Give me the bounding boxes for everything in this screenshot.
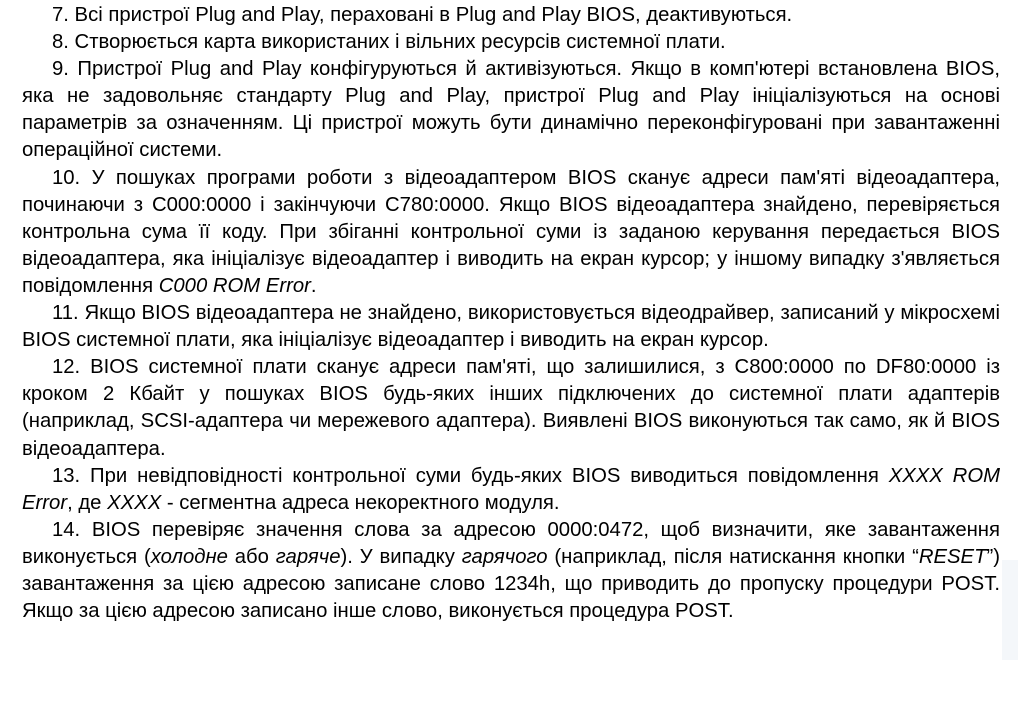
- paragraph-9-text: 9. Пристрої Plug and Play конфігуруються й активізуються. Якщо в комп'ютері встановлена BIOS, яка не задовольняє стандарту Plug and Play, пристрої Plug and Play ініціалізуються на основі параметрів за означенням. Ці пристрої можуть бути динамічно переконфігуровані при завантаженні операційної системи.: [22, 58, 1000, 162]
- paragraph-11-text: 11. Якщо BIOS відеоадаптера не знайдено, використовується відеодрайвер, записаний у мікросхемі BIOS системної плати, яка ініціалізує відеоадаптер і виводить на екран курсор.: [22, 302, 1000, 352]
- segment-placeholder: XXXX: [107, 491, 162, 514]
- paragraph-14-text-1: 14. BIOS перевіряє значення слова за адресою 0000:0472, щоб визначити, яке завантаження виконується (: [22, 518, 1000, 568]
- error-message-xxxx: XXXX ROM Error: [22, 464, 1000, 514]
- hot-boot-term-genitive: гарячого: [461, 545, 548, 568]
- cold-boot-term: холодне: [150, 545, 228, 568]
- paragraph-13-text: 13. При невідповідності контрольної суми будь-яких BIOS виводиться повідомлення: [52, 464, 889, 487]
- paragraph-12-text: 12. BIOS системної плати сканує адреси пам'яті, що залишилися, з C800:0000 по DF80:0000 із кроком 2 Кбайт у пошуках BIOS будь-яких інших підключених до системної плати адаптерів (наприклад, SCSI-адаптера чи мережевого адаптера). Виявлені BIOS виконуються так само, як й BIOS відеоадаптера.: [22, 356, 1000, 460]
- paragraph-14-text-5: ”) завантаження за цією адресою записане слово 1234h, що приводить до пропуску процедури POST. Якщо за цією адресою записано інше слово, виконується процедура POST.: [22, 545, 1000, 623]
- paragraph-13-middle: , де: [67, 491, 108, 514]
- paragraph-14-text-4: (наприклад, після натискання кнопки “: [547, 545, 919, 568]
- paragraph-14-text-3: ). У випадку: [340, 545, 462, 568]
- paragraph-14-text-2: або: [227, 545, 276, 568]
- paragraph-8-text: 8. Створюється карта використаних і вільних ресурсів системної плати.: [52, 31, 726, 54]
- paragraph-12: [22, 354, 1000, 462]
- paragraph-8: [22, 29, 1000, 56]
- paragraph-13-end: - сегментна адреса некоректного модуля.: [161, 491, 560, 514]
- reset-button-term: RESET: [918, 545, 987, 568]
- paragraph-13: [22, 463, 1000, 517]
- paragraph-10: [22, 165, 1000, 300]
- paragraph-9: [22, 56, 1000, 164]
- paragraph-10-text: 10. У пошуках програми роботи з відеоадаптером BIOS сканує адреси пам'яті відеоадаптера, починаючи з C000:0000 і закінчуючи C780:0000. Якщо BIOS відеоадаптера знайдено, перевіряється контрольна сума її коду. При збіганні контрольної суми із заданою керування передається BIOS відеоадаптера, яка ініціалізує відеоадаптер і виводить на екран курсор; у іншому випадку з'являється повідомлення: [22, 166, 1000, 297]
- page-edge-shade: [1002, 560, 1018, 660]
- paragraph-7-text: 7. Всі пристрої Plug and Play, пераховані в Plug and Play BIOS, деактивуються.: [52, 4, 793, 26]
- paragraph-14: [22, 517, 1000, 625]
- error-message-c000: C000 ROM Error: [158, 274, 311, 297]
- paragraph-7: [22, 2, 1000, 29]
- paragraph-10-end: .: [310, 274, 317, 297]
- paragraph-11: [22, 300, 1000, 354]
- document-page: [22, 2, 1000, 625]
- hot-boot-term: гаряче: [275, 545, 341, 568]
